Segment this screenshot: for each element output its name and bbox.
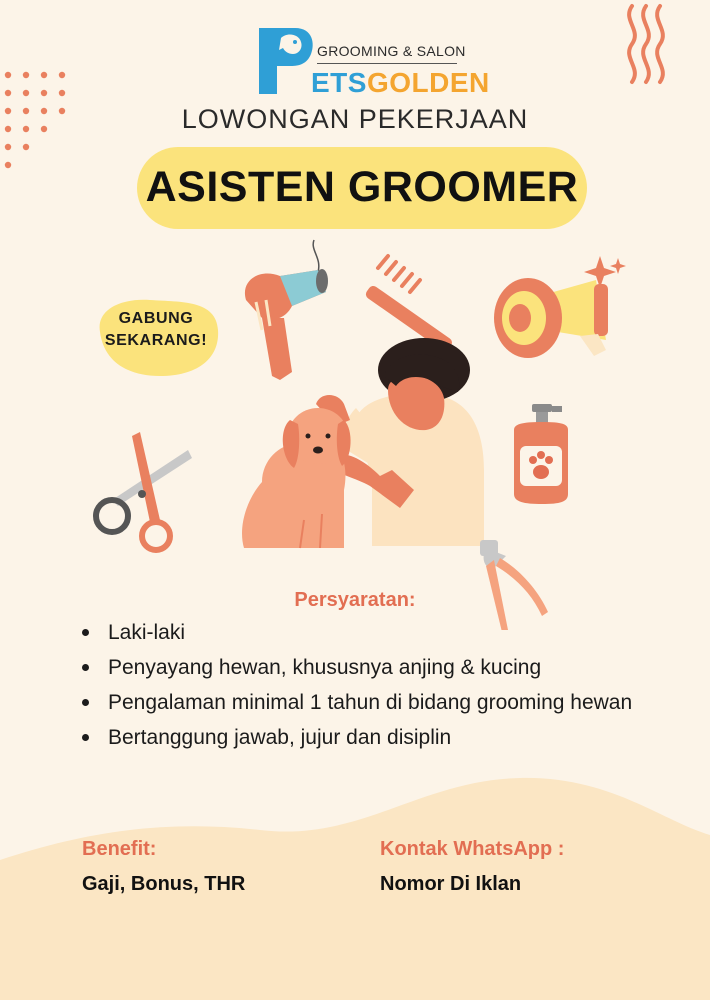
hair-dryer-icon [245, 240, 328, 380]
logo-wordmark [311, 67, 490, 99]
title-banner [137, 147, 587, 229]
logo-wordmark-ets: ETS [311, 67, 367, 98]
logo-divider [317, 63, 457, 64]
shampoo-bottle-icon [514, 404, 568, 504]
grooming-illustration [0, 230, 710, 630]
logo-tagline: GROOMING & SALON [317, 43, 466, 59]
page-subtitle: LOWONGAN PEKERJAAN [181, 104, 529, 134]
comb-icon [364, 256, 454, 353]
requirement-item: Laki-laki [82, 615, 660, 650]
benefit-label: Benefit: [82, 838, 157, 860]
logo-wordmark-golden: GOLDEN [366, 67, 490, 98]
requirement-item: Penyayang hewan, khususnya anjing & kucing [82, 650, 660, 685]
megaphone-icon [494, 256, 626, 358]
contact-value: Nomor Di Iklan [380, 873, 522, 895]
page-title: ASISTEN GROOMER [145, 163, 579, 211]
cta-line-1: GABUNG [118, 310, 194, 327]
dog-icon [242, 408, 351, 548]
logo-p-dog-icon [255, 24, 317, 96]
requirement-item: Bertanggung jawab, jujur dan disiplin [82, 720, 660, 755]
benefit-value: Gaji, Bonus, THR [82, 873, 246, 895]
contact-label: Kontak WhatsApp : [380, 838, 565, 860]
scissors-icon [96, 432, 192, 550]
requirements-list [82, 615, 660, 755]
cta-line-2: SEKARANG! [104, 332, 208, 349]
brand-logo [255, 24, 490, 100]
requirement-item: Pengalaman minimal 1 tahun di bidang grooming hewan [82, 685, 660, 720]
requirements-heading: Persyaratan: [294, 589, 416, 611]
